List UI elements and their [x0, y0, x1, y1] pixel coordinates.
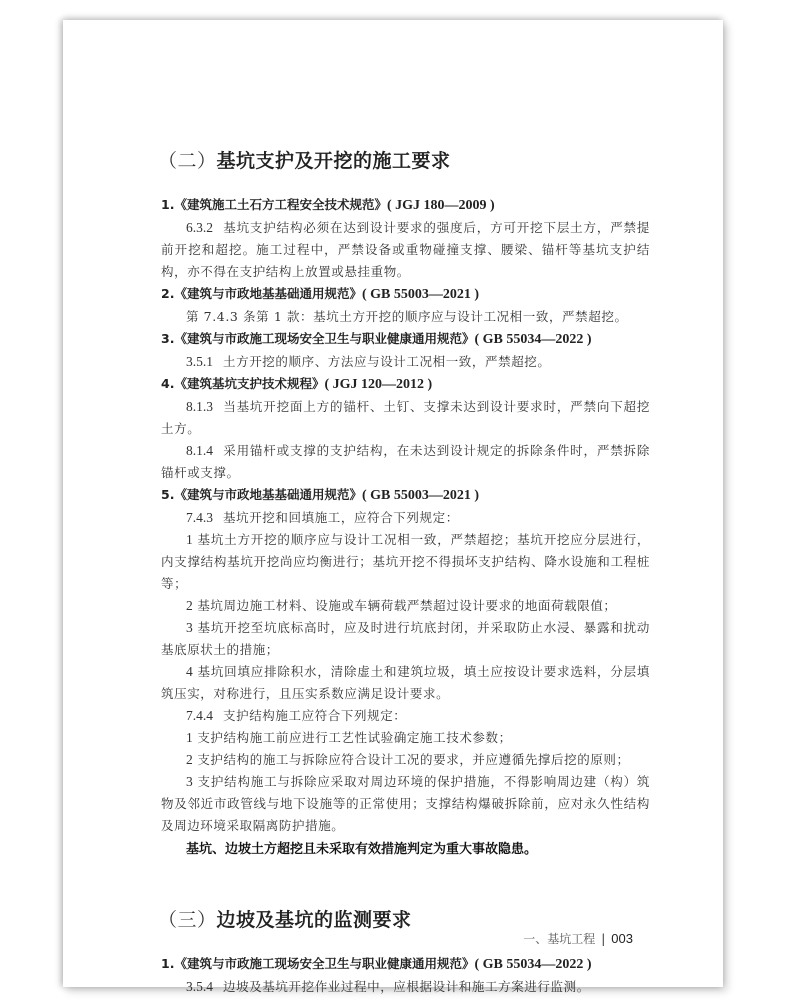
- sub-clause: [161, 661, 650, 705]
- sub-clause: [161, 595, 650, 617]
- standard-name: 5.《建筑与市政地基基础通用规范》: [161, 487, 362, 502]
- section-title-text: 边坡及基坑的监测要求: [216, 909, 412, 931]
- standard-name: 1.《建筑与市政施工现场安全卫生与职业健康通用规范》: [161, 956, 475, 971]
- clause-text: 当基坑开挖面上方的锚杆、土钉、支撑未达到设计要求时，严禁向下超挖土方。: [161, 399, 650, 436]
- clause-paragraph: [161, 396, 650, 440]
- page-content: [158, 148, 650, 998]
- standard-code: ( GB 55003—2021 ): [361, 488, 480, 503]
- section-number: （三）: [158, 909, 217, 931]
- standard-title: [161, 283, 650, 306]
- sub-clause-number: 4: [186, 664, 193, 679]
- clause-paragraph: [161, 351, 650, 373]
- clause-number: 3.5.4: [186, 979, 213, 994]
- sub-clause-text: 基坑开挖至坑底标高时，应及时进行坑底封闭，并采取防止水浸、暴露和扰动基底原状土的措施；: [161, 620, 651, 657]
- page-number: 003: [611, 931, 633, 946]
- section-title-text: 基坑支护及开挖的施工要求: [216, 150, 451, 172]
- major-hazard-statement: 基坑、边坡土方超挖且未采取有效措施判定为重大事故隐患。: [186, 842, 538, 857]
- standard-title: [161, 194, 650, 217]
- standard-code: ( JGJ 120—2012 ): [324, 377, 433, 392]
- sub-clause-number: 1: [186, 730, 193, 745]
- standard-title: [161, 484, 650, 507]
- clause-number: 8.1.4: [186, 443, 213, 458]
- footer-separator: |: [601, 932, 606, 946]
- page-footer: [523, 930, 633, 947]
- clause-text: 支护结构施工应符合下列规定：: [223, 708, 407, 723]
- sub-clause: [161, 727, 650, 749]
- sub-clause: [161, 529, 650, 595]
- standard-name: 3.《建筑与市政施工现场安全卫生与职业健康通用规范》: [161, 331, 475, 346]
- chapter-label: 一、基坑工程: [523, 932, 596, 946]
- standard-name: 1.《建筑施工土石方工程安全技术规范》: [161, 197, 387, 212]
- clause-paragraph: [161, 440, 650, 484]
- sub-clause-number: 3: [186, 620, 193, 635]
- standard-name: 2.《建筑与市政地基基础通用规范》: [161, 286, 362, 301]
- book-page: [63, 20, 723, 994]
- standard-code: ( GB 55034—2022 ): [474, 957, 592, 972]
- standard-code: ( GB 55034—2022 ): [474, 332, 592, 347]
- sub-clause-number: 2: [186, 598, 193, 613]
- sub-clause: [161, 749, 650, 771]
- clause-paragraph: [161, 507, 650, 529]
- clause-number: 7.4.4: [186, 708, 213, 723]
- clause-text: 基坑支护结构必须在达到设计要求的强度后，方可开挖下层土方，严禁提前开挖和超挖。施工过程中，严禁设备或重物碰撞支撑、腰梁、锚杆等基坑支护结构，亦不得在支护结构上放置或悬挂重物。: [161, 220, 650, 279]
- clause-text: 土方开挖的顺序、方法应与设计工况相一致，严禁超挖。: [223, 354, 551, 369]
- sub-clause-text: 基坑周边施工材料、设施或车辆荷载严禁超过设计要求的地面荷载限值；: [197, 598, 617, 613]
- section-heading-2: [158, 148, 650, 174]
- clause-number: 8.1.3: [186, 399, 213, 414]
- sub-clause-text: 支护结构的施工与拆除应符合设计工况的要求，并应遵循先撑后挖的原则；: [197, 752, 630, 767]
- standard-code: ( GB 55003—2021 ): [361, 287, 480, 302]
- clause-paragraph: [161, 705, 650, 727]
- standard-name: 4.《建筑基坑支护技术规程》: [161, 376, 325, 391]
- sub-clause: [161, 617, 650, 661]
- sub-clause-number: 2: [186, 752, 193, 767]
- standard-title: [161, 328, 650, 351]
- section-number: （二）: [158, 150, 217, 172]
- sub-clause-number: 3: [186, 774, 193, 789]
- clause-text: 基坑开挖和回填施工，应符合下列规定：: [223, 510, 459, 525]
- sub-clause-number: 1: [186, 532, 193, 547]
- clause-text: 第 7.4.3 条第 1 款：基坑土方开挖的顺序应与设计工况相一致，严禁超挖。: [186, 309, 628, 324]
- sub-clause-text: 基坑土方开挖的顺序应与设计工况相一致，严禁超挖；基坑开挖应分层进行，内支撑结构基坑开挖尚应均衡进行；基坑开挖不得损坏支护结构、降水设施和工程桩等；: [161, 532, 651, 591]
- clause-number: 7.4.3: [186, 510, 213, 525]
- sub-clause: [161, 771, 650, 837]
- clause-number: 6.3.2: [186, 220, 213, 235]
- clause-paragraph: [161, 217, 650, 283]
- standard-title: [161, 373, 650, 396]
- clause-number: 3.5.1: [186, 354, 213, 369]
- clause-paragraph: [161, 306, 650, 328]
- standard-code: ( JGJ 180—2009 ): [386, 198, 495, 213]
- standard-title: [161, 953, 650, 976]
- clause-text: 边坡及基坑开挖作业过程中，应根据设计和施工方案进行监测。: [223, 979, 590, 994]
- sub-clause-text: 支护结构施工前应进行工艺性试验确定施工技术参数；: [197, 730, 512, 745]
- clause-text: 采用锚杆或支撑的支护结构，在未达到设计规定的拆除条件时，严禁拆除锚杆或支撑。: [161, 443, 650, 480]
- sub-clause-text: 基坑回填应排除积水，清除虚土和建筑垃圾，填土应按设计要求选料，分层填筑压实，对称进行，且压实系数应满足设计要求。: [161, 664, 651, 701]
- clause-paragraph: [161, 976, 650, 998]
- sub-clause-text: 支护结构施工与拆除应采取对周边环境的保护措施，不得影响周边建（构）筑物及邻近市政管线与地下设施等的正常使用；支撑结构爆破拆除前，应对永久性结构及周边环境采取隔离防护措施。: [161, 774, 651, 833]
